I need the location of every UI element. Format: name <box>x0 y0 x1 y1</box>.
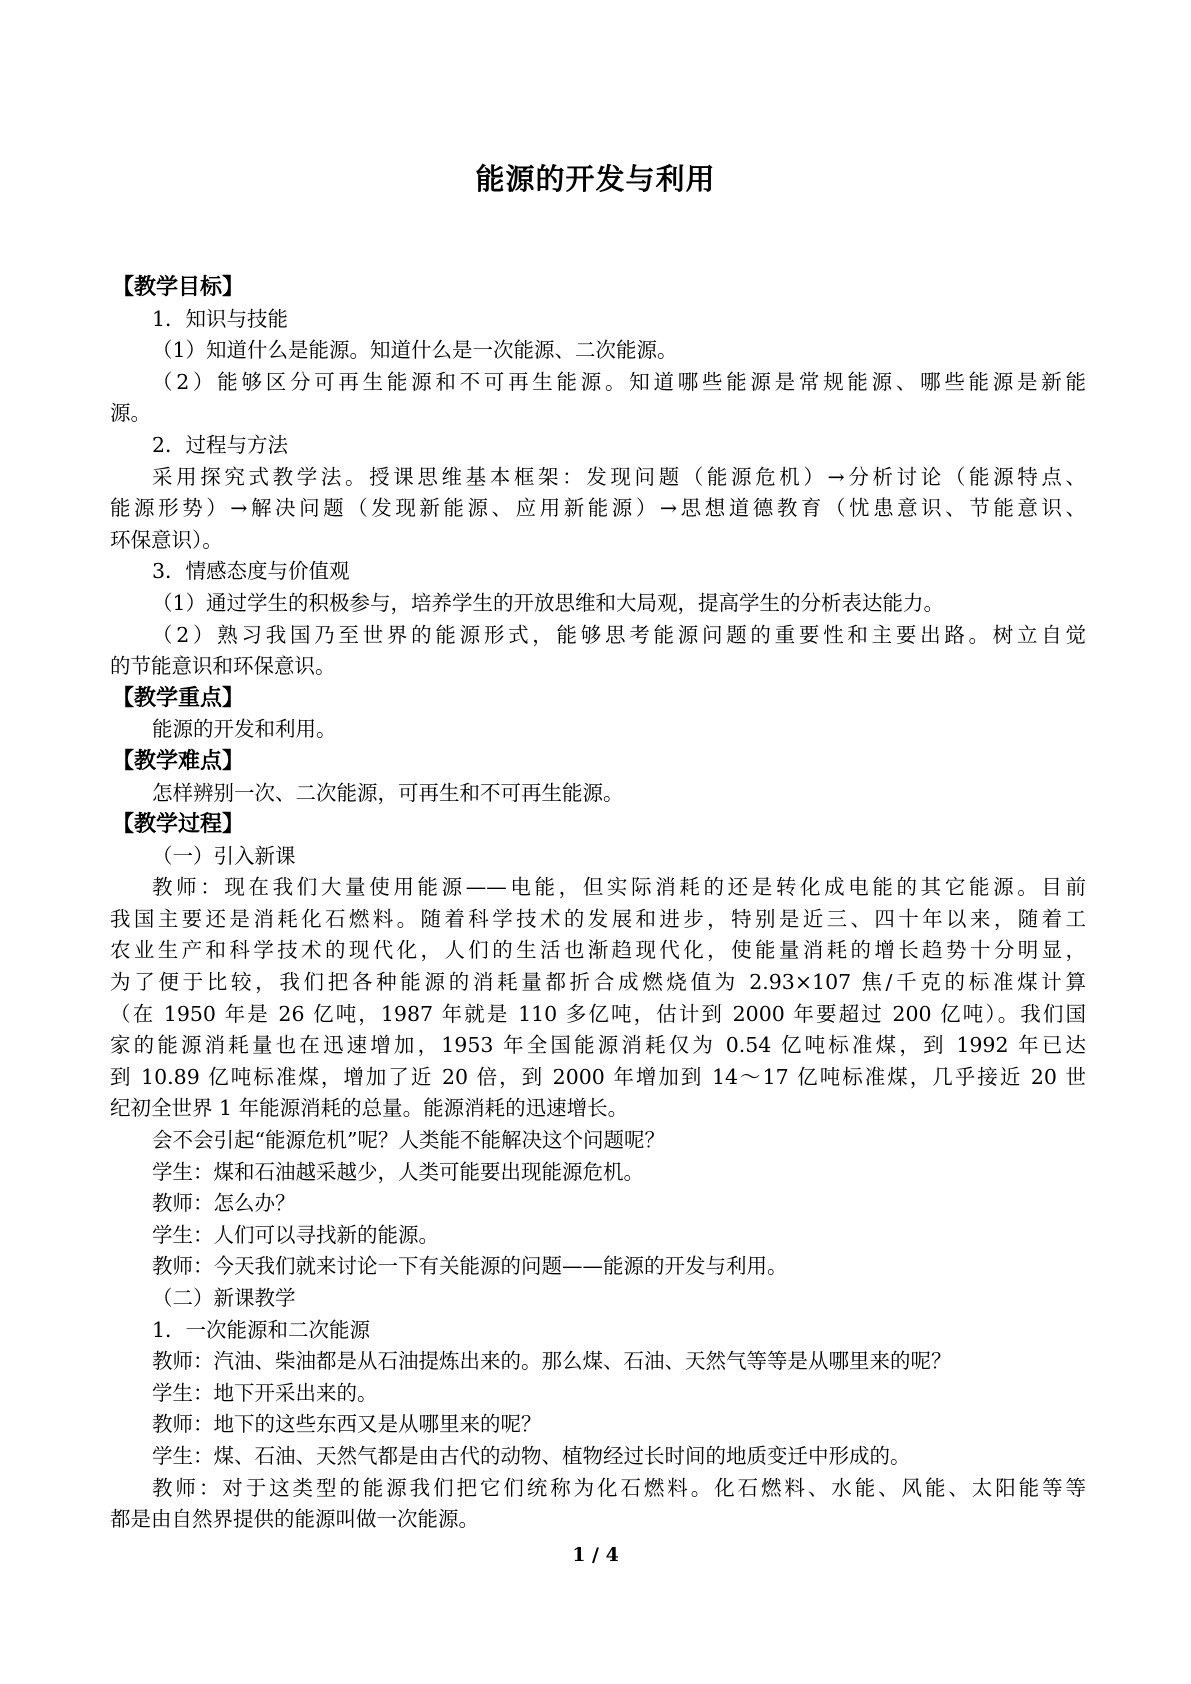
paragraph-line: 能源形势）→解决问题（发现新能源、应用新能源）→思想道德教育（忧患意识、节能意识、 <box>110 496 1086 521</box>
paragraph-line: 为了便于比较，我们把各种能源的消耗量都折合成燃烧值为 2.93×107 焦/千克的标准煤计算 <box>110 970 1086 995</box>
paragraph-line: 1．一次能源和二次能源 <box>152 1317 371 1342</box>
section-heading-process: 【教学过程】 <box>112 812 245 838</box>
paragraph-line: 学生：人们可以寻找新的能源。 <box>152 1222 439 1247</box>
section-heading-objectives: 【教学目标】 <box>112 275 245 300</box>
paragraph-line: 3．情感态度与价值观 <box>152 559 350 584</box>
paragraph-line: 怎样辨别一次、二次能源，可再生和不可再生能源。 <box>152 780 624 805</box>
page-number: 1 / 4 <box>572 1544 619 1566</box>
paragraph-line: 采用探究式教学法。授课思维基本框架：发现问题（能源危机）→分析讨论（能源特点、 <box>152 464 1086 489</box>
paragraph-line: 教师：怎么办？ <box>152 1191 296 1216</box>
paragraph-line: 农业生产和科学技术的现代化，人们的生活也渐趋现代化，使能量消耗的增长趋势十分明显， <box>110 938 1086 963</box>
document-body <box>110 272 1086 1536</box>
paragraph-line: 教师：今天我们就来讨论一下有关能源的问题——能源的开发与利用。 <box>152 1254 788 1279</box>
paragraph-line: （一）引入新课 <box>152 843 296 868</box>
paragraph-line: 教师：现在我们大量使用能源——电能，但实际消耗的还是转化成电能的其它能源。目前 <box>152 875 1086 900</box>
paragraph-line: 纪初全世界 1 年能源消耗的总量。能源消耗的迅速增长。 <box>110 1096 629 1121</box>
paragraph-line: 学生：煤、石油、天然气都是由古代的动物、植物经过长时间的地质变迁中形成的。 <box>152 1443 911 1468</box>
paragraph-line: 会不会引起“能源危机”呢？人类能不能解决这个问题呢？ <box>152 1128 665 1153</box>
paragraph-line: （在 1950 年是 26 亿吨，1987 年就是 110 多亿吨，估计到 2000 年要超过 200 亿吨）。我们国 <box>110 1001 1086 1026</box>
paragraph-line: （2）熟习我国乃至世界的能源形式，能够思考能源问题的重要性和主要出路。树立自觉 <box>152 622 1086 647</box>
paragraph-line: 环保意识）。 <box>110 527 223 552</box>
paragraph-line: 教师：地下的这些东西又是从哪里来的呢？ <box>152 1412 542 1437</box>
paragraph-line: 2．过程与方法 <box>152 432 289 457</box>
paragraph-line: 学生：地下开采出来的。 <box>152 1380 378 1405</box>
paragraph-line: 的节能意识和环保意识。 <box>110 654 336 679</box>
paragraph-line: （二）新课教学 <box>152 1286 296 1310</box>
paragraph-line: 1．知识与技能 <box>152 306 289 331</box>
paragraph-line: 教师：汽油、柴油都是从石油提炼出来的。那么煤、石油、天然气等等是从哪里来的呢？ <box>152 1349 952 1374</box>
paragraph-line: 学生：煤和石油越采越少，人类可能要出现能源危机。 <box>152 1159 644 1184</box>
section-heading-key-points: 【教学重点】 <box>112 685 245 711</box>
paragraph-line: 源。 <box>110 401 151 426</box>
paragraph-line: （1）通过学生的积极参与，培养学生的开放思维和大局观，提高学生的分析表达能力。 <box>152 590 945 615</box>
paragraph-line: 家的能源消耗量也在迅速增加，1953 年全国能源消耗仅为 0.54 亿吨标准煤，到 1992 年已达 <box>110 1033 1086 1058</box>
paragraph-line: 能源的开发和利用。 <box>152 717 337 742</box>
paragraph-line: （1）知道什么是能源。知道什么是一次能源、二次能源。 <box>152 338 678 363</box>
document-title: 能源的开发与利用 <box>475 162 716 196</box>
paragraph-line: 我国主要还是消耗化石燃料。随着科学技术的发展和进步，特别是近三、四十年以来，随着工 <box>110 906 1086 931</box>
paragraph-line: 都是由自然界提供的能源叫做一次能源。 <box>110 1507 479 1532</box>
paragraph-line: （2）能够区分可再生能源和不可再生能源。知道哪些能源是常规能源、哪些能源是新能 <box>152 369 1086 394</box>
section-heading-difficulties: 【教学难点】 <box>112 748 245 774</box>
paragraph-line: 到 10.89 亿吨标准煤，增加了近 20 倍，到 2000 年增加到 14～17 亿吨标准煤，几乎接近 20 世 <box>110 1064 1086 1089</box>
paragraph-line: 教师：对于这类型的能源我们把它们统称为化石燃料。化石燃料、水能、风能、太阳能等等 <box>152 1475 1086 1500</box>
